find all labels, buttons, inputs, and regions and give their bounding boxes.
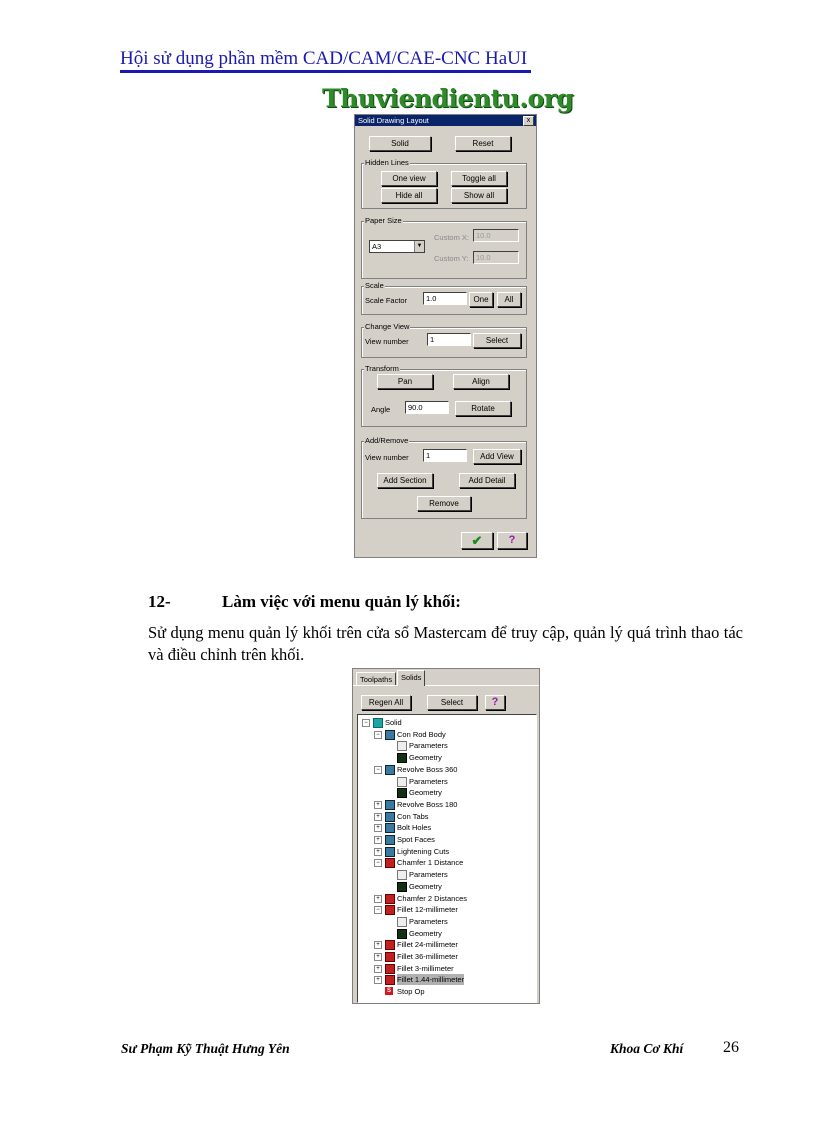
tree-node-label: Geometry [409, 753, 442, 763]
ok-check-icon[interactable]: ✔ [461, 532, 493, 549]
tree-node-label: Fillet 12-millimeter [397, 905, 458, 915]
red-op-icon [385, 940, 395, 950]
paper-size-select[interactable] [369, 240, 425, 253]
tree-node-label: Fillet 1.44-millimeter [397, 975, 465, 985]
one-view-button[interactable]: One view [381, 171, 437, 186]
tree-node-label: Geometry [409, 928, 442, 938]
tab-toolpaths[interactable]: Toolpaths [356, 672, 396, 686]
tree-node-label: Solid [385, 718, 402, 727]
red-op-icon [385, 905, 395, 915]
expand-icon[interactable]: + [374, 836, 382, 844]
page-header: Hội sử dụng phần mềm CAD/CAM/CAE-CNC HaUI [120, 48, 528, 69]
scale-factor-label: Scale Factor [365, 296, 408, 305]
change-view-label: Change View [365, 322, 410, 331]
op-icon [385, 835, 395, 845]
section-number: 12- [148, 592, 171, 611]
parameters-icon [397, 741, 407, 751]
tree-node-label: Fillet 36-millimeter [397, 952, 458, 961]
tree-node-label: Parameters [409, 741, 448, 751]
section-title: Làm việc với menu quản lý khối: [222, 592, 461, 611]
tree-node-label: Parameters [409, 776, 448, 786]
op-icon [385, 730, 395, 740]
add-detail-button[interactable]: Add Detail [459, 473, 515, 488]
section-paragraph: Sử dụng menu quản lý khối trên cửa sổ Mastercam để truy cập, quản lý quá trình thao tác và điều chỉnh trên khối. [148, 623, 743, 664]
expand-icon[interactable]: + [374, 895, 382, 903]
expand-icon[interactable]: + [374, 801, 382, 809]
hidden-lines-label: Hidden Lines [365, 158, 409, 167]
add-section-button[interactable]: Add Section [377, 473, 433, 488]
custom-x-field[interactable]: 10.0 [473, 229, 519, 242]
footer-left: Sư Phạm Kỹ Thuật Hưng Yên [121, 1041, 290, 1056]
solid-icon [373, 718, 383, 728]
close-icon[interactable]: x [523, 116, 534, 126]
hide-all-button[interactable]: Hide all [381, 188, 437, 203]
scale-one-button[interactable]: One [469, 292, 493, 307]
expand-icon[interactable]: + [374, 824, 382, 832]
op-icon [385, 823, 395, 833]
scale-label: Scale [365, 281, 384, 290]
tab-solids[interactable]: Solids [397, 670, 425, 686]
geometry-icon [397, 753, 407, 763]
footer-right: Khoa Cơ Khí [610, 1041, 684, 1056]
tree-node-label: Revolve Boss 180 [397, 799, 458, 809]
tree-node-label: Parameters [409, 916, 448, 926]
header-rule [120, 70, 531, 73]
tree-node-label: Bolt Holes [397, 823, 432, 833]
change-view-number-field[interactable]: 1 [427, 333, 471, 346]
custom-x-label: Custom X: [434, 233, 470, 242]
expand-icon[interactable]: + [374, 965, 382, 973]
watermark-logo: Thuviendientu.org [322, 84, 574, 113]
dialog-title-bar [355, 115, 536, 126]
stop-op-icon: S [386, 988, 391, 995]
tree-node-label: Con Rod Body [397, 729, 446, 739]
red-op-icon [385, 975, 395, 985]
expand-icon[interactable]: + [374, 848, 382, 856]
tree-node-label: Lightening Cuts [397, 846, 450, 856]
expand-icon[interactable]: + [374, 813, 382, 821]
expand-icon[interactable]: + [374, 941, 382, 949]
expand-icon[interactable]: + [374, 976, 382, 984]
collapse-icon[interactable]: − [374, 731, 382, 739]
red-op-icon [385, 894, 395, 904]
paper-size-value: A3 [372, 242, 382, 251]
parameters-icon [397, 917, 407, 927]
reset-button[interactable]: Reset [455, 136, 511, 151]
dialog-title: Solid Drawing Layout [358, 116, 429, 125]
add-view-number-field[interactable]: 1 [423, 449, 467, 462]
angle-label: Angle [371, 405, 391, 414]
help-icon[interactable]: ? [485, 695, 505, 710]
tree-node-label: Parameters [409, 870, 448, 880]
tree-node-label: Revolve Boss 360 [397, 764, 458, 774]
red-op-icon [385, 964, 395, 974]
collapse-icon[interactable]: − [362, 719, 370, 727]
select-view-button[interactable]: Select [473, 333, 521, 348]
toggle-all-button[interactable]: Toggle all [451, 171, 507, 186]
custom-y-field[interactable]: 10.0 [473, 251, 519, 264]
tree-node-label: Chamfer 2 Distances [397, 893, 468, 903]
parameters-icon [397, 870, 407, 880]
red-op-icon [385, 858, 395, 868]
tree-node-label: Geometry [409, 788, 442, 798]
parameters-icon [397, 777, 407, 787]
solid-drawing-layout-dialog [354, 114, 537, 558]
collapse-icon[interactable]: − [374, 859, 382, 867]
op-icon [385, 800, 395, 810]
remove-button[interactable]: Remove [417, 496, 471, 511]
chevron-down-icon: ▼ [414, 241, 424, 252]
scale-factor-field[interactable]: 1.0 [423, 292, 467, 305]
geometry-icon [397, 929, 407, 939]
solids-tree [357, 714, 537, 1003]
select-button[interactable]: Select [427, 695, 477, 710]
change-view-number-label: View number [365, 337, 409, 346]
tree-node-label: Geometry [409, 881, 442, 891]
collapse-icon[interactable]: − [374, 766, 382, 774]
transform-label: Transform [365, 364, 399, 373]
geometry-icon [397, 882, 407, 892]
tree-node-label: Fillet 3-millimeter [397, 963, 454, 973]
op-icon [385, 847, 395, 857]
op-icon [385, 812, 395, 822]
tree-node-label: Fillet 24-millimeter [397, 940, 458, 950]
tab-divider [353, 685, 539, 686]
tree-node-label: Stop Op [397, 987, 425, 997]
op-icon [385, 765, 395, 775]
pan-button[interactable]: Pan [377, 374, 433, 389]
show-all-button[interactable]: Show all [451, 188, 507, 203]
tree-node-label: Spot Faces [397, 835, 435, 844]
scale-all-button[interactable]: All [497, 292, 521, 307]
add-view-number-label: View number [365, 453, 409, 462]
geometry-icon [397, 788, 407, 798]
align-button[interactable]: Align [453, 374, 509, 389]
add-remove-label: Add/Remove [365, 436, 409, 445]
paper-size-label: Paper Size [365, 216, 402, 225]
collapse-icon[interactable]: − [374, 906, 382, 914]
solids-manager-panel [352, 668, 540, 1004]
solid-button[interactable]: Solid [369, 136, 431, 151]
regen-all-button[interactable]: Regen All [361, 695, 411, 710]
expand-icon[interactable]: + [374, 953, 382, 961]
tree-node-label: Con Tabs [397, 811, 429, 821]
custom-y-label: Custom Y: [434, 254, 469, 263]
tree-node-label: Chamfer 1 Distance [397, 858, 464, 868]
add-view-button[interactable]: Add View [473, 449, 521, 464]
red-op-icon [385, 952, 395, 962]
help-icon[interactable]: ? [497, 532, 527, 549]
rotate-button[interactable]: Rotate [455, 401, 511, 416]
angle-field[interactable]: 90.0 [405, 401, 449, 414]
page-number: 26 [723, 1039, 739, 1056]
